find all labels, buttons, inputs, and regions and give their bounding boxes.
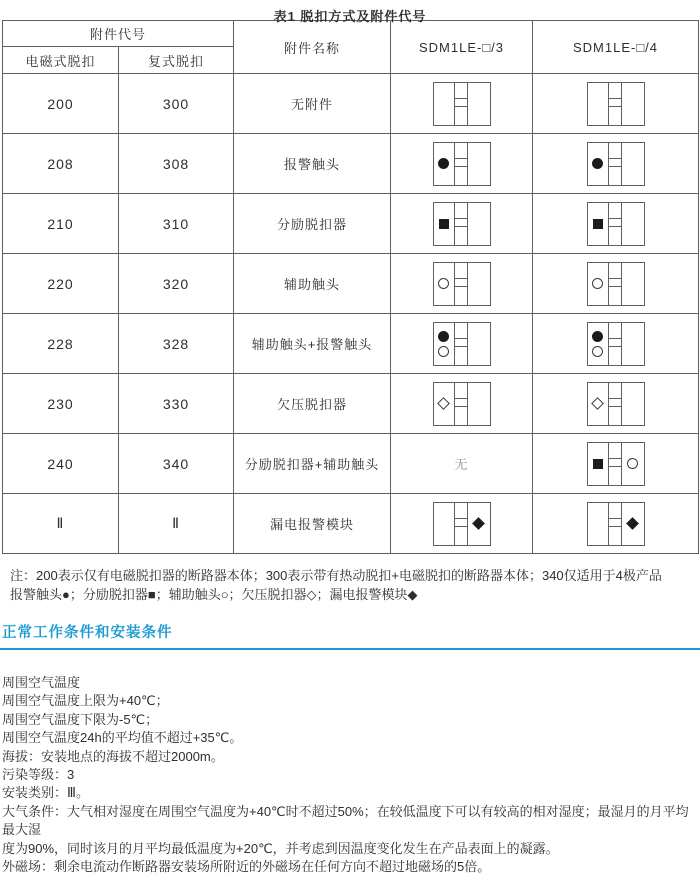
diagram-cell-4pole bbox=[533, 374, 699, 434]
header-electromagnetic-trip: 电磁式脱扣 bbox=[3, 47, 119, 74]
diagram-mid-zone bbox=[454, 83, 469, 125]
diagram-mid-cell bbox=[609, 107, 622, 125]
diagram-cell-4pole bbox=[533, 314, 699, 374]
breaker-diagram bbox=[433, 502, 491, 546]
diagram-mid-cell bbox=[455, 98, 468, 107]
code-cell-compound: 320 bbox=[119, 254, 234, 314]
code-cell-compound: 310 bbox=[119, 194, 234, 254]
diagram-right-zone bbox=[468, 203, 489, 245]
open-circle-icon bbox=[438, 346, 449, 357]
code-cell-compound: 330 bbox=[119, 374, 234, 434]
diagram-mid-cell bbox=[455, 383, 468, 398]
filled-square-icon bbox=[593, 219, 603, 229]
diagram-mid-cell bbox=[455, 287, 468, 305]
table-row bbox=[3, 374, 699, 434]
diagram-cell-4pole bbox=[533, 194, 699, 254]
diagram-mid-cell bbox=[455, 203, 468, 218]
filled-diamond-icon bbox=[472, 517, 485, 530]
diagram-mid-cell bbox=[609, 203, 622, 218]
diagram-mid-cell bbox=[609, 347, 622, 365]
diagram-cell-4pole bbox=[533, 134, 699, 194]
no-diagram-text: 无 bbox=[454, 456, 469, 472]
header-accessory-name: 附件名称 bbox=[234, 21, 391, 74]
table-row bbox=[3, 74, 699, 134]
breaker-diagram bbox=[433, 262, 491, 306]
diagram-cell-4pole bbox=[533, 434, 699, 494]
diagram-right-zone bbox=[468, 83, 489, 125]
diagram-mid-zone bbox=[608, 323, 623, 365]
accessory-name-cell: 报警触头 bbox=[234, 134, 391, 194]
code-cell-compound: Ⅱ bbox=[119, 494, 234, 554]
diagram-right-zone bbox=[622, 503, 643, 545]
diagram-mid-zone bbox=[454, 323, 469, 365]
code-cell-electromagnetic: 228 bbox=[3, 314, 119, 374]
code-cell-electromagnetic: 230 bbox=[3, 374, 119, 434]
diagram-cell-3pole bbox=[391, 494, 533, 554]
condition-line: 周围空气温度24h的平均值不超过+35℃。 bbox=[2, 730, 243, 746]
breaker-diagram bbox=[587, 82, 645, 126]
diagram-left-zone bbox=[434, 83, 454, 125]
diagram-mid-cell bbox=[609, 383, 622, 398]
diagram-mid-cell bbox=[455, 518, 468, 527]
diagram-cell-3pole bbox=[391, 314, 533, 374]
accessory-name-cell: 辅助触头 bbox=[234, 254, 391, 314]
accessory-name-cell: 分励脱扣器+辅助触头 bbox=[234, 434, 391, 494]
open-circle-icon bbox=[438, 278, 449, 289]
table-row bbox=[3, 494, 699, 554]
filled-diamond-icon bbox=[626, 517, 639, 530]
diagram-mid-zone bbox=[454, 143, 469, 185]
diagram-left-zone bbox=[434, 143, 454, 185]
table-row bbox=[3, 434, 699, 494]
diagram-mid-cell bbox=[455, 347, 468, 365]
table-row bbox=[3, 254, 699, 314]
filled-circle-icon bbox=[592, 331, 603, 342]
diagram-left-zone bbox=[588, 503, 608, 545]
code-cell-electromagnetic: 220 bbox=[3, 254, 119, 314]
diagram-mid-cell bbox=[609, 398, 622, 407]
diagram-left-zone bbox=[588, 203, 608, 245]
filled-square-icon bbox=[439, 219, 449, 229]
diagram-cell-3pole bbox=[391, 254, 533, 314]
filled-circle-icon bbox=[592, 158, 603, 169]
diagram-right-zone bbox=[622, 263, 643, 305]
diagram-mid-cell bbox=[455, 338, 468, 347]
table-notes bbox=[10, 566, 700, 604]
diagram-mid-cell bbox=[609, 98, 622, 107]
filled-square-icon bbox=[593, 459, 603, 469]
diagram-left-zone bbox=[434, 503, 454, 545]
code-cell-electromagnetic: Ⅱ bbox=[3, 494, 119, 554]
diagram-right-zone bbox=[468, 143, 489, 185]
diagram-mid-cell bbox=[609, 287, 622, 305]
diagram-left-zone bbox=[588, 143, 608, 185]
diagram-right-zone bbox=[622, 83, 643, 125]
diagram-mid-zone bbox=[608, 263, 623, 305]
diagram-mid-cell bbox=[455, 83, 468, 98]
diagram-left-zone bbox=[588, 443, 608, 485]
diagram-mid-cell bbox=[609, 407, 622, 425]
diagram-mid-cell bbox=[609, 263, 622, 278]
diagram-mid-cell bbox=[455, 278, 468, 287]
table-row bbox=[3, 314, 699, 374]
diagram-cell-4pole bbox=[533, 494, 699, 554]
code-cell-electromagnetic: 208 bbox=[3, 134, 119, 194]
diagram-mid-zone bbox=[454, 203, 469, 245]
diagram-mid-zone bbox=[608, 383, 623, 425]
diagram-left-zone bbox=[588, 263, 608, 305]
diagram-mid-cell bbox=[455, 527, 468, 545]
diagram-left-zone bbox=[588, 383, 608, 425]
condition-line: 周围空气温度上限为+40℃； bbox=[2, 693, 169, 709]
diagram-mid-cell bbox=[455, 107, 468, 125]
diagram-cell-3pole bbox=[391, 374, 533, 434]
accessory-name-cell: 辅助触头+报警触头 bbox=[234, 314, 391, 374]
diagram-mid-cell bbox=[455, 503, 468, 518]
diagram-mid-cell bbox=[609, 338, 622, 347]
diagram-cell-3pole bbox=[391, 74, 533, 134]
table-row bbox=[3, 194, 699, 254]
breaker-diagram bbox=[587, 382, 645, 426]
diagram-cell-3pole bbox=[391, 434, 533, 494]
diagram-right-zone bbox=[622, 143, 643, 185]
header-compound-trip: 复式脱扣 bbox=[119, 47, 234, 74]
breaker-diagram bbox=[433, 382, 491, 426]
diagram-mid-cell bbox=[609, 467, 622, 485]
condition-line: 大气条件：大气相对湿度在周围空气温度为+40℃时不超过50%；在较低温度下可以有较高的相对湿度；最湿月的月平均最大湿 bbox=[2, 803, 689, 838]
diagram-left-zone bbox=[434, 383, 454, 425]
condition-line: 外磁场：剩余电流动作断路器安装场所附近的外磁场在任何方向不超过地磁场的5倍。 bbox=[2, 859, 491, 875]
header-model-3pole: SDM1LE-□/3 bbox=[391, 21, 533, 74]
diagram-mid-cell bbox=[609, 503, 622, 518]
diagram-left-zone bbox=[588, 83, 608, 125]
filled-circle-icon bbox=[438, 331, 449, 342]
breaker-diagram bbox=[587, 142, 645, 186]
diagram-right-zone bbox=[622, 383, 643, 425]
diagram-right-zone bbox=[622, 323, 643, 365]
open-diamond-icon bbox=[591, 397, 604, 410]
diagram-right-zone bbox=[468, 323, 489, 365]
diagram-mid-zone bbox=[454, 263, 469, 305]
breaker-diagram bbox=[433, 322, 491, 366]
diagram-mid-zone bbox=[608, 83, 623, 125]
diagram-mid-cell bbox=[609, 158, 622, 167]
breaker-diagram bbox=[587, 262, 645, 306]
accessory-name-cell: 欠压脱扣器 bbox=[234, 374, 391, 434]
section-divider bbox=[0, 648, 700, 650]
diagram-mid-cell bbox=[609, 167, 622, 185]
condition-line: 海拔：安装地点的海拔不超过2000m。 bbox=[2, 748, 224, 764]
accessory-table-body bbox=[3, 74, 699, 554]
diagram-mid-cell bbox=[455, 407, 468, 425]
accessory-name-cell: 无附件 bbox=[234, 74, 391, 134]
diagram-mid-cell bbox=[455, 263, 468, 278]
diagram-mid-zone bbox=[608, 203, 623, 245]
code-cell-electromagnetic: 240 bbox=[3, 434, 119, 494]
diagram-cell-3pole bbox=[391, 134, 533, 194]
note-line: 注：200表示仅有电磁脱扣器的断路器本体；300表示带有热动脱扣+电磁脱扣的断路器本体；340仅适用于4极产品 bbox=[10, 568, 662, 583]
breaker-diagram bbox=[587, 202, 645, 246]
diagram-cell-4pole bbox=[533, 74, 699, 134]
diagram-mid-cell bbox=[609, 458, 622, 467]
diagram-right-zone bbox=[468, 503, 489, 545]
diagram-cell-3pole bbox=[391, 194, 533, 254]
diagram-left-zone bbox=[434, 323, 454, 365]
diagram-right-zone bbox=[622, 443, 643, 485]
diagram-mid-cell bbox=[455, 218, 468, 227]
diagram-mid-cell bbox=[455, 227, 468, 245]
condition-line: 污染等级：3 bbox=[2, 767, 75, 783]
diagram-mid-cell bbox=[455, 143, 468, 158]
diagram-mid-cell bbox=[609, 143, 622, 158]
header-code-group: 附件代号 bbox=[3, 21, 234, 47]
diagram-mid-zone bbox=[454, 503, 469, 545]
diagram-mid-cell bbox=[609, 83, 622, 98]
filled-circle-icon bbox=[438, 158, 449, 169]
code-cell-electromagnetic: 210 bbox=[3, 194, 119, 254]
condition-line: 安装类别：Ⅲ。 bbox=[2, 785, 89, 801]
code-cell-compound: 300 bbox=[119, 74, 234, 134]
diagram-mid-cell bbox=[455, 398, 468, 407]
breaker-diagram bbox=[587, 502, 645, 546]
header-model-4pole: SDM1LE-□/4 bbox=[533, 21, 699, 74]
code-cell-compound: 328 bbox=[119, 314, 234, 374]
diagram-mid-cell bbox=[609, 227, 622, 245]
diagram-mid-zone bbox=[608, 503, 623, 545]
code-cell-compound: 340 bbox=[119, 434, 234, 494]
condition-line: 度为90%，同时该月的月平均最低温度为+20℃，并考虑到因温度变化发生在产品表面上的凝露。 bbox=[2, 840, 559, 856]
accessory-name-cell: 分励脱扣器 bbox=[234, 194, 391, 254]
diagram-mid-zone bbox=[608, 143, 623, 185]
code-cell-electromagnetic: 200 bbox=[3, 74, 119, 134]
condition-line: 周围空气温度下限为-5℃； bbox=[2, 711, 159, 727]
diagram-left-zone bbox=[434, 263, 454, 305]
section-title: 正常工作条件和安装条件 bbox=[2, 625, 173, 641]
diagram-right-zone bbox=[468, 383, 489, 425]
diagram-cell-4pole bbox=[533, 254, 699, 314]
breaker-diagram bbox=[587, 322, 645, 366]
diagram-mid-cell bbox=[455, 167, 468, 185]
diagram-right-zone bbox=[622, 203, 643, 245]
code-cell-compound: 308 bbox=[119, 134, 234, 194]
diagram-mid-zone bbox=[608, 443, 623, 485]
diagram-mid-zone bbox=[454, 383, 469, 425]
table-row bbox=[3, 134, 699, 194]
diagram-mid-cell bbox=[609, 443, 622, 458]
accessory-code-table bbox=[2, 20, 699, 554]
page-title: 表1 脱扣方式及附件代号 bbox=[273, 9, 427, 24]
diagram-mid-cell bbox=[455, 323, 468, 338]
breaker-diagram bbox=[433, 202, 491, 246]
diagram-right-zone bbox=[468, 263, 489, 305]
open-circle-icon bbox=[627, 458, 638, 469]
diagram-mid-cell bbox=[609, 218, 622, 227]
diagram-mid-cell bbox=[609, 278, 622, 287]
breaker-diagram bbox=[433, 142, 491, 186]
diagram-mid-cell bbox=[609, 323, 622, 338]
condition-line: 周围空气温度 bbox=[2, 675, 81, 690]
accessory-name-cell: 漏电报警模块 bbox=[234, 494, 391, 554]
breaker-diagram bbox=[587, 442, 645, 486]
diagram-mid-cell bbox=[609, 527, 622, 545]
note-legend-line: 报警触头●；分励脱扣器■；辅助触头○；欠压脱扣器◇；漏电报警模块◆ bbox=[10, 587, 418, 602]
open-diamond-icon bbox=[437, 397, 450, 410]
breaker-diagram bbox=[433, 82, 491, 126]
diagram-left-zone bbox=[588, 323, 608, 365]
open-circle-icon bbox=[592, 278, 603, 289]
conditions-text bbox=[2, 674, 700, 876]
diagram-mid-cell bbox=[609, 518, 622, 527]
diagram-left-zone bbox=[434, 203, 454, 245]
diagram-mid-cell bbox=[455, 158, 468, 167]
open-circle-icon bbox=[592, 346, 603, 357]
